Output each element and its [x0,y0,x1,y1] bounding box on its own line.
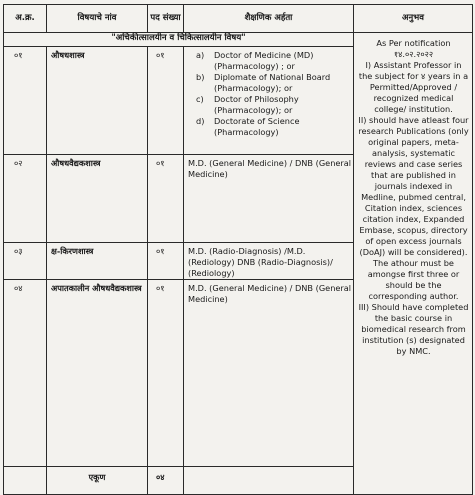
row-subject: क्ष-किरणशास्त्र [47,243,148,280]
row-post-count: ०१ [148,47,184,155]
row-serial-number: ०४ [4,280,47,467]
section-heading: "अचिकीत्सालयीन व चिकित्सालयीन विषय" [4,33,354,47]
row-serial-number: ०१ [4,47,47,155]
qualification-item-label: a) [196,50,205,60]
experience-cell [354,33,473,495]
row-qualification: M.D. (General Medicine) / DNB (General Medicine) [184,280,354,467]
header-qualification: शैक्षणिक अर्हता [184,5,354,33]
qualification-item [188,50,353,72]
row-subject: अपातकालीन औषधवैद्यकशास्त्र [47,280,148,467]
header-experience: अनुभव [354,5,473,33]
total-spacer [4,467,47,495]
row-subject: औषधवैद्यकशास्त्र [47,155,148,243]
header-subject-name: विषयाचे नांव [47,5,148,33]
row-qualification: M.D. (Radio-Diagnosis) /M.D. (Rediology) DNB (Radio-Diagnosis)/ (Rediology) [184,243,354,280]
header-serial-number: अ.क्र. [4,5,47,33]
experience-notification: As Per notification [376,38,451,48]
qualification-item-label: c) [196,94,204,104]
row-subject: औषधशास्त्र [47,47,148,155]
row-post-count: ०१ [148,280,184,467]
row-qualification: M.D. (General Medicine) / DNB (General Medicine) [184,155,354,243]
table-header-row [4,5,473,33]
row-serial-number: ०३ [4,243,47,280]
total-label: एकूण [47,467,148,495]
total-value: ०४ [148,467,184,495]
experience-point-2: II) should have atleast four research Publications (only original papers, meta-analysis, systematic reviews and case series that are published in journals indexed in Medline, pubmed central, Citation index, sciences citation index, Expanded Embase, scopus, directory of open excess journals (DoAJ) will be considered). [358,115,469,257]
experience-author-note: The athour must be amongse first three or should be the corresponding author. [367,258,460,301]
qualification-item-text: Doctorate of Science (Pharmacology) [214,116,300,137]
qualification-item-label: d) [196,116,205,126]
row-qualification [184,47,354,155]
qualification-item [188,116,353,138]
header-post-count: पद संख्या [148,5,184,33]
experience-notification-date: १४.०२.२०२२ [393,49,434,59]
qualification-item [188,94,353,116]
qualification-item-text: Diplomate of National Board (Pharmacology); or [214,72,331,93]
total-qualification-spacer [184,467,354,495]
row-serial-number: ०२ [4,155,47,243]
qualification-item [188,72,353,94]
experience-point-1: I) Assistant Professor in the subject for ४ years in a Permitted/Approved / recognized medical college/ institution. [358,60,469,114]
recruitment-table [3,4,473,495]
section-heading-row [4,33,473,47]
row-post-count: ०१ [148,243,184,280]
qualification-item-text: Doctor of Philosophy (Pharmacology); or [214,94,299,115]
row-post-count: ०१ [148,155,184,243]
qualification-item-label: b) [196,72,205,82]
qualification-item-text: Doctor of Medicine (MD) (Pharmacology) ; or [214,50,314,71]
experience-point-3: III) Should have completed the basic course in biomedical research from institution (s) designated by NMC. [358,302,469,356]
